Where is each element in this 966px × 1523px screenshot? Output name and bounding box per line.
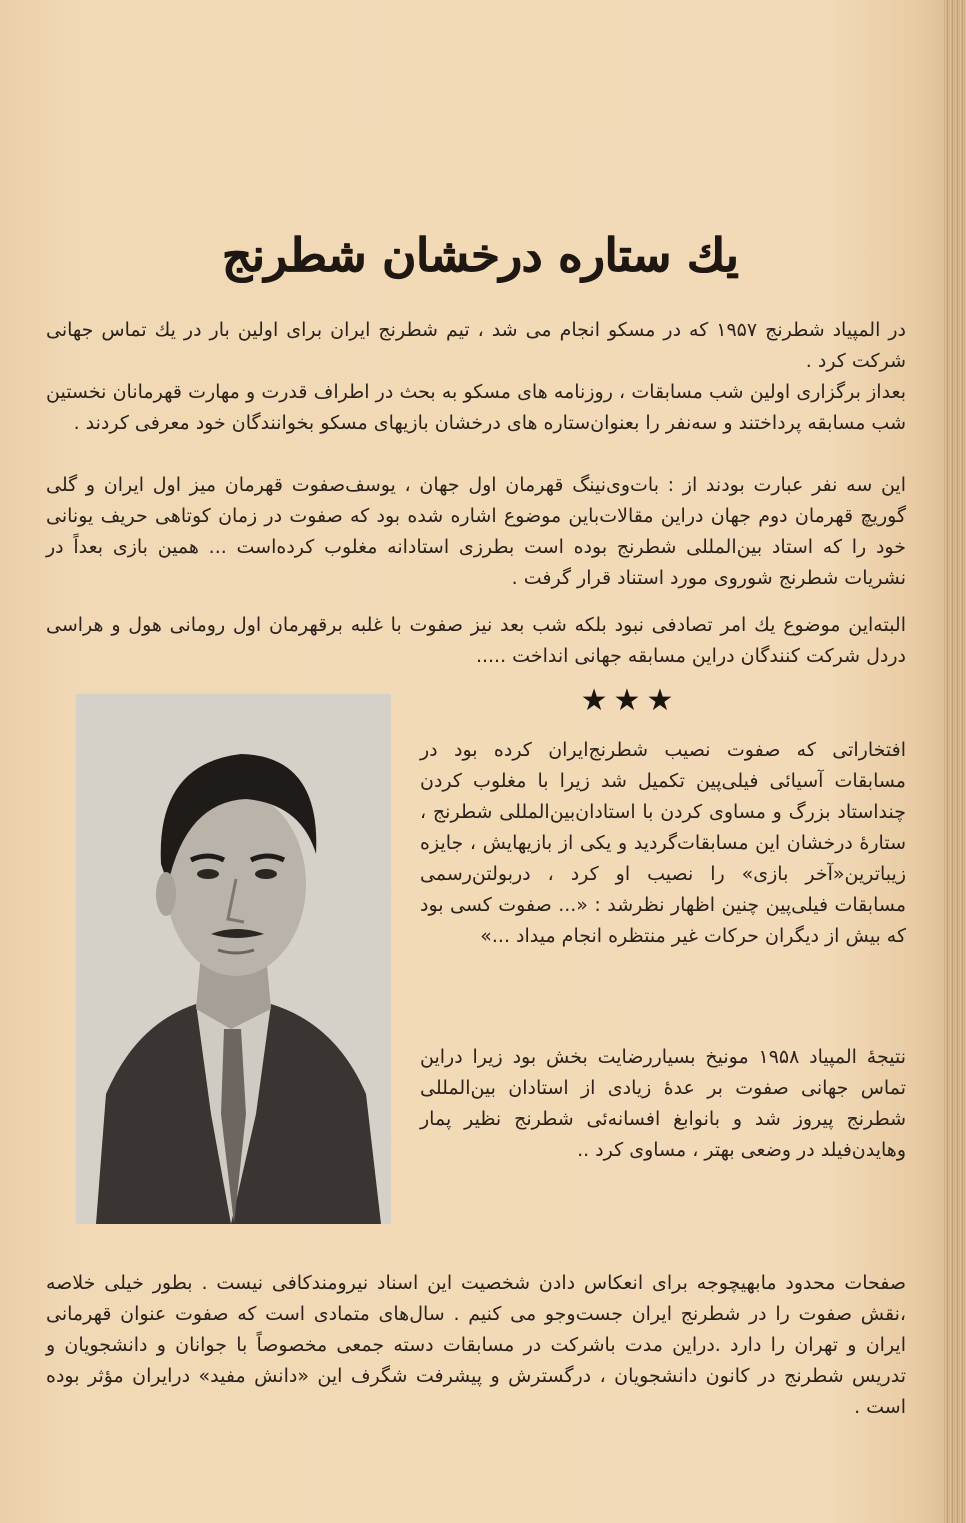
paragraph-three-players: این سه نفر عبارت بودند از : بات‌وی‌نینگ قهرمان اول جهان ، یوسف‌صفوت قهرمان میز اول ایران و گلی گوریچ قهرمان دوم جهان دراین مقالات‌باین موضوع اشاره شده بود که صفوت در زمان کوتاهی حریف یونانی خود را که استاد بین‌المللی شطرنج بوده است بطرزی استادانه مغلوب کرده‌است ... همین بازی بعداً در نشریات شطرنج شوروی مورد استناد قرار گرفت . xyxy=(46,474,906,589)
paragraph-philippines: افتخاراتی که صفوت نصیب شطرنج‌ایران کرده بود در مسابقات آسیائی فیلی‌پین تکمیل شد زیرا با مغلوب کردن چنداستاد بزرگ و مساوی کردن با استادان‌بین‌المللی شطرنج ، ستارهٔ درخشان این مسابقات‌گردید و یکی از بازیهایش ، جایزه زیباترین«آخر بازی» را نصیب او کرد ، دربولتن‌رسمی مسابقات فیلی‌پین چنین اظهار نظرشد : «... صفوت کسی بود که بیش از دیگران حرکات غیر منتظره انجام میداد ...» xyxy=(420,739,906,947)
section-divider-stars: ★★★ xyxy=(580,683,680,718)
paragraph-press: بعداز برگزاری اولین شب مسابقات ، روزنامه های مسکو به بحث در اطراف قدرت و مهارت قهرمانان نخستین شب مسابقه پرداختند و سه‌نفر را بعنوان‌ستاره های درخشان بازیهای مسکو بخوانندگان خود معرفی کردند . xyxy=(46,381,906,434)
paragraph-conclusion: صفحات محدود مابهیچوجه برای انعکاس دادن شخصیت این اسناد نیرومندکافی نیست . بطور خیلی خلاصه ،نقش صفوت را در شطرنج ایران جست‌وجو می کنیم . سال‌های متمادی است که صفوت عنوان قهرمانی ایران و تهران را دارد .دراین مدت باشرکت در مسابقات دسته جمعی مخصوصاً با جوانان و دانشجویان و تدریس شطرنج در کانون دانشجویان ، درگسترش و پیشرفت شگرف این «دانش مفید» درایران مؤثر بوده است . xyxy=(46,1272,906,1418)
paragraph-munich: نتیجهٔ المپیاد ۱۹۵۸ مونیخ بسیاررضایت بخش بود زیرا دراین تماس جهانی صفوت بر عدهٔ زیادی از استادان بین‌المللی شطرنج پیروز شد و بانوابغ افسانه‌ئی شطرنج نظیر پمار وهایدن‌فیلد در وضعی بهتر ، مساوی کرد .. xyxy=(420,1046,906,1161)
paragraph-intro: در المپیاد شطرنج ۱۹۵۷ که در مسکو انجام می شد ، تیم شطرنج ایران برای اولین بار در یك تماس جهانی شرکت کرد . xyxy=(46,319,906,372)
article-title: یك ستاره درخشان شطرنج xyxy=(221,228,739,282)
portrait-photo-icon xyxy=(76,694,391,1224)
portrait-photo xyxy=(76,694,391,1224)
paragraph-romania: البته‌این موضوع یك امر تصادفی نبود بلکه شب بعد نیز صفوت با غلبه برقهرمان اول رومانی هول و هراسی دردل شرکت کنندگان دراین مسابقه جهانی انداخت ..... xyxy=(46,614,906,667)
page-edge xyxy=(944,0,966,1523)
